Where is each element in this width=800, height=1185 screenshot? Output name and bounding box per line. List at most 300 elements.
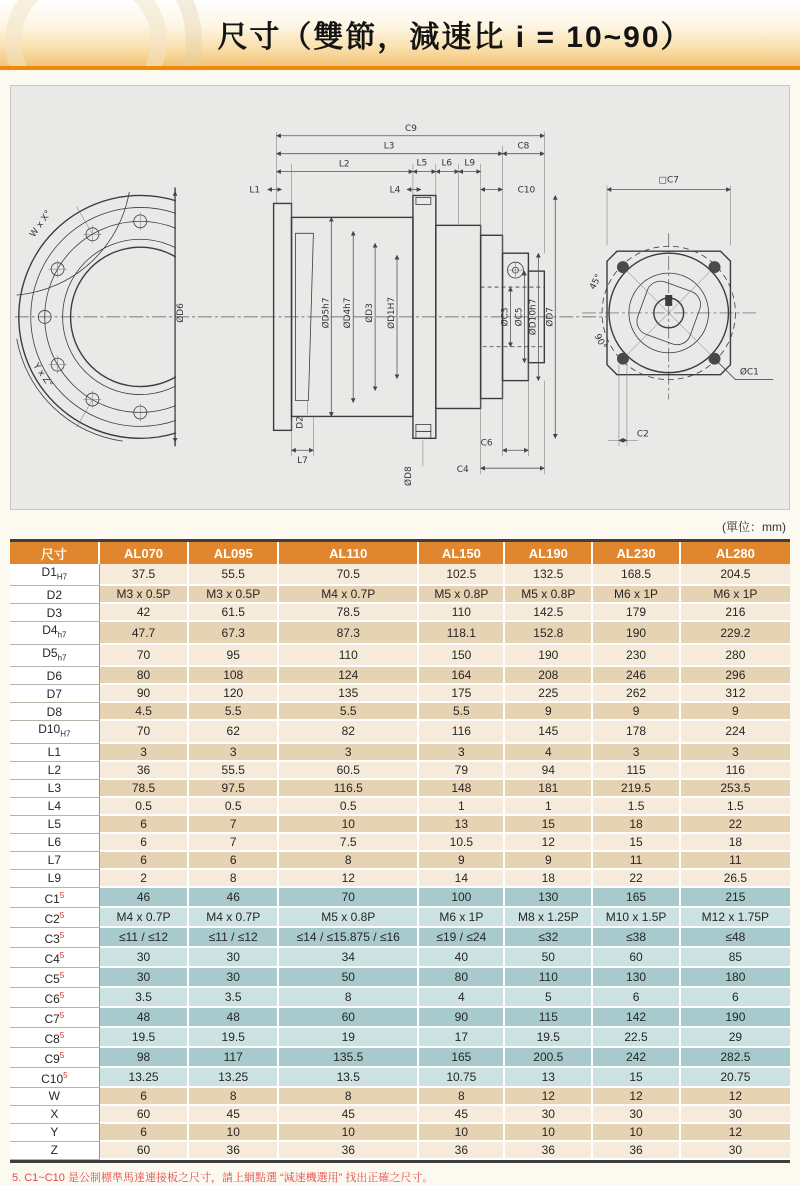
dimension-value: 1.5	[681, 798, 790, 816]
dimension-value: 7.5	[279, 834, 419, 852]
dimension-value: ≤19 / ≤24	[419, 928, 505, 948]
dimension-value: ≤11 / ≤12	[189, 928, 279, 948]
dimension-value: 200.5	[505, 1048, 593, 1068]
dimension-value: 3	[593, 744, 680, 762]
dimension-value: 12	[505, 834, 593, 852]
dimension-value: 60	[593, 948, 680, 968]
dimension-value: 3	[100, 744, 190, 762]
drawing-label: D2	[295, 416, 306, 429]
dimension-value: 60	[279, 1008, 419, 1028]
table-row	[10, 604, 790, 622]
dimension-value: 30	[189, 948, 279, 968]
dimension-value: 12	[593, 1088, 680, 1106]
dimension-value: 18	[505, 870, 593, 888]
drawing-label: C6	[480, 438, 493, 449]
table-row	[10, 1106, 790, 1124]
dimension-value: 132.5	[505, 564, 593, 586]
dimension-value: 9	[419, 852, 505, 870]
dimension-value: 8	[279, 988, 419, 1008]
dimension-value: 30	[505, 1106, 593, 1124]
dimension-value: 12	[279, 870, 419, 888]
dimension-value: 9	[505, 852, 593, 870]
dimension-value: 120	[189, 685, 279, 703]
table-row	[10, 888, 790, 908]
dimension-value: 145	[505, 721, 593, 743]
dimension-value: 15	[505, 816, 593, 834]
dimension-value: 42	[100, 604, 190, 622]
dimension-value: 50	[279, 968, 419, 988]
table-row	[10, 1088, 790, 1106]
row-label: $C7^5$	[10, 1008, 100, 1028]
dimension-value: 5.5	[279, 703, 419, 721]
drawing-label: ØD3	[365, 303, 376, 323]
dimension-value: 45	[419, 1106, 505, 1124]
dimension-value: 1.5	[593, 798, 680, 816]
row-label: D2	[10, 586, 100, 604]
dimension-value: 12	[681, 1088, 790, 1106]
column-header: 尺寸	[10, 542, 100, 564]
dimension-value: 61.5	[189, 604, 279, 622]
dimension-value: 116	[419, 721, 505, 743]
units-note: (單位：mm)	[722, 520, 786, 534]
drawing-label: Y x Z°	[30, 361, 55, 390]
dimension-value: 90	[100, 685, 190, 703]
dimension-value: 94	[505, 762, 593, 780]
drawing-label: L9	[464, 158, 476, 169]
drawing-label: L5	[416, 158, 428, 169]
dimension-value: 60.5	[279, 762, 419, 780]
row-label: X	[10, 1106, 100, 1124]
dimension-value: M3 x 0.5P	[100, 586, 190, 604]
dimension-value: 8	[189, 870, 279, 888]
dimension-value: 242	[593, 1048, 680, 1068]
dimension-value: 14	[419, 870, 505, 888]
dimension-value: 6	[100, 816, 190, 834]
dimension-value: 190	[681, 1008, 790, 1028]
row-label: Y	[10, 1124, 100, 1142]
dimension-value: 5.5	[189, 703, 279, 721]
row-label: $D10_{H7}$	[10, 721, 100, 743]
dimension-value: 29	[681, 1028, 790, 1048]
dimension-value: 1	[505, 798, 593, 816]
dimension-value: 3	[681, 744, 790, 762]
drawing-label: 45°	[588, 272, 605, 292]
dimension-value: 9	[681, 703, 790, 721]
dimension-value: 110	[505, 968, 593, 988]
drawing-label: ØD4h7	[343, 297, 354, 329]
dimension-value: 22	[593, 870, 680, 888]
row-label: $C1^5$	[10, 888, 100, 908]
page-title: 尺寸（雙節，減速比 i = 10~90）	[217, 21, 693, 54]
table-row	[10, 908, 790, 928]
gearbox-section-view	[262, 132, 606, 474]
dimension-value: 118.1	[419, 622, 505, 644]
dimension-value: 55.5	[189, 564, 279, 586]
dimension-value: 6	[189, 852, 279, 870]
table-row	[10, 816, 790, 834]
dimension-value: 78.5	[279, 604, 419, 622]
dimension-value: 22	[681, 816, 790, 834]
dimension-value: M8 x 1.25P	[505, 908, 593, 928]
dimension-value: 100	[419, 888, 505, 908]
drawing-label: C4	[456, 465, 469, 476]
dimension-value: 13	[505, 1068, 593, 1088]
row-label: D8	[10, 703, 100, 721]
dimension-value: 152.8	[505, 622, 593, 644]
row-label: $C5^5$	[10, 968, 100, 988]
dimension-value: 36	[593, 1142, 680, 1160]
table-row	[10, 1008, 790, 1028]
dimension-value: 165	[593, 888, 680, 908]
output-flange-front-view	[15, 188, 262, 447]
drawing-label: ØC5	[514, 307, 525, 327]
dimension-value: 0.5	[100, 798, 190, 816]
dimension-value: 3.5	[189, 988, 279, 1008]
dimension-value: 10	[593, 1124, 680, 1142]
table-row	[10, 762, 790, 780]
dimension-value: 97.5	[189, 780, 279, 798]
dimension-value: M5 x 0.8P	[505, 586, 593, 604]
dimension-value: 62	[189, 721, 279, 743]
drawing-label: ØC3	[500, 307, 511, 327]
drawing-label: L6	[441, 158, 453, 169]
dimension-value: M10 x 1.5P	[593, 908, 680, 928]
dimension-value: 116	[681, 762, 790, 780]
drawing-label: ØD5h7	[321, 297, 332, 329]
dimension-value: 95	[189, 645, 279, 667]
dimensions-table	[10, 539, 790, 1163]
dimension-value: 85	[681, 948, 790, 968]
dimension-value: 135.5	[279, 1048, 419, 1068]
dimension-value: 11	[593, 852, 680, 870]
dimension-value: 80	[100, 667, 190, 685]
dimension-value: 70	[100, 721, 190, 743]
drawing-label: 90°	[591, 332, 608, 352]
motor-flange-front-view	[582, 186, 773, 447]
dimension-value: 60	[100, 1106, 190, 1124]
drawing-label: L7	[297, 456, 308, 467]
dimension-value: 3	[419, 744, 505, 762]
drawing-label: C2	[636, 429, 649, 440]
table-row	[10, 1124, 790, 1142]
dimension-value: 10.75	[419, 1068, 505, 1088]
dimension-value: 312	[681, 685, 790, 703]
row-label: L5	[10, 816, 100, 834]
dimension-value: 18	[681, 834, 790, 852]
drawing-label: ØD8	[403, 466, 414, 486]
dimension-value: 3	[279, 744, 419, 762]
dimension-value: 10	[279, 816, 419, 834]
dimension-value: 67.3	[189, 622, 279, 644]
dimension-value: 19	[279, 1028, 419, 1048]
table-row	[10, 586, 790, 604]
dimension-value: 148	[419, 780, 505, 798]
table-row	[10, 667, 790, 685]
dimension-value: 47.7	[100, 622, 190, 644]
column-header: AL070	[100, 542, 190, 564]
row-label: L1	[10, 744, 100, 762]
dimension-value: 8	[279, 1088, 419, 1106]
column-header: AL110	[279, 542, 419, 564]
drawing-label: □C7	[658, 175, 679, 186]
row-label: L3	[10, 780, 100, 798]
row-label: $D1_{H7}$	[10, 564, 100, 586]
dimension-value: 0.5	[279, 798, 419, 816]
dimension-value: 179	[593, 604, 680, 622]
dimension-value: 48	[189, 1008, 279, 1028]
dimension-value: 215	[681, 888, 790, 908]
dimension-value: M6 x 1P	[419, 908, 505, 928]
dimension-value: 34	[279, 948, 419, 968]
dimension-value: 70	[100, 645, 190, 667]
row-label: $C4^5$	[10, 948, 100, 968]
row-label: $D4_{h7}$	[10, 622, 100, 644]
dimension-value: 26.5	[681, 870, 790, 888]
row-label: D3	[10, 604, 100, 622]
dimension-value: 115	[593, 762, 680, 780]
dimension-value: 110	[279, 645, 419, 667]
dimension-value: 190	[593, 622, 680, 644]
dimension-value: 225	[505, 685, 593, 703]
dimension-value: 30	[681, 1142, 790, 1160]
dimension-value: 40	[419, 948, 505, 968]
dimension-value: 6	[100, 1088, 190, 1106]
dimension-value: 13.5	[279, 1068, 419, 1088]
dimension-value: 108	[189, 667, 279, 685]
dimension-value: 224	[681, 721, 790, 743]
dimension-value: 19.5	[505, 1028, 593, 1048]
dimension-value: 8	[419, 1088, 505, 1106]
drawing-label: ØD6	[176, 303, 187, 323]
dimension-value: 11	[681, 852, 790, 870]
dimension-value: 246	[593, 667, 680, 685]
dimension-value: 10	[279, 1124, 419, 1142]
dimension-value: 30	[189, 968, 279, 988]
drawing-label: L2	[338, 159, 350, 170]
dimension-value: 4.5	[100, 703, 190, 721]
table-row	[10, 721, 790, 743]
table-row	[10, 622, 790, 644]
table-row	[10, 1142, 790, 1160]
column-header: AL230	[593, 542, 680, 564]
dimension-value: 10	[189, 1124, 279, 1142]
dimension-value: 22.5	[593, 1028, 680, 1048]
dimension-value: M5 x 0.8P	[419, 586, 505, 604]
dimension-value: 181	[505, 780, 593, 798]
dimension-value: 90	[419, 1008, 505, 1028]
table-row	[10, 870, 790, 888]
dimension-value: 262	[593, 685, 680, 703]
dimension-value: 36	[100, 762, 190, 780]
page-header	[0, 0, 800, 66]
dimension-value: 19.5	[189, 1028, 279, 1048]
dimension-value: 296	[681, 667, 790, 685]
dimension-value: 102.5	[419, 564, 505, 586]
dimension-value: 175	[419, 685, 505, 703]
table-row	[10, 1068, 790, 1088]
dimension-value: 45	[279, 1106, 419, 1124]
row-label: L7	[10, 852, 100, 870]
drawing-label: ØC1	[739, 367, 759, 378]
drawing-dimension-labels	[28, 124, 759, 486]
dimension-value: 282.5	[681, 1048, 790, 1068]
dimension-value: 82	[279, 721, 419, 743]
table-row	[10, 798, 790, 816]
technical-drawing-panel	[10, 85, 790, 510]
dimension-value: M5 x 0.8P	[279, 908, 419, 928]
dimension-value: 164	[419, 667, 505, 685]
dimension-value: 55.5	[189, 762, 279, 780]
dimension-value: 15	[593, 834, 680, 852]
column-header: AL150	[419, 542, 505, 564]
dimension-value: ≤11 / ≤12	[100, 928, 190, 948]
keyway-slot	[665, 295, 672, 306]
dimension-value: 6	[593, 988, 680, 1008]
dimension-table-body	[10, 564, 790, 1160]
dimension-value: 229.2	[681, 622, 790, 644]
dimension-value: 10.5	[419, 834, 505, 852]
dimension-value: 230	[593, 645, 680, 667]
dimension-value: 48	[100, 1008, 190, 1028]
dimension-value: 18	[593, 816, 680, 834]
dimension-value: 3	[189, 744, 279, 762]
drawing-label: L1	[249, 185, 261, 196]
dimension-value: 204.5	[681, 564, 790, 586]
table-row	[10, 645, 790, 667]
dimension-value: 98	[100, 1048, 190, 1068]
drawing-label: W x X°	[28, 208, 54, 240]
dimension-value: 70.5	[279, 564, 419, 586]
dimension-value: 70	[279, 888, 419, 908]
dimension-value: 36	[189, 1142, 279, 1160]
dimension-value: 3.5	[100, 988, 190, 1008]
dimension-value: M4 x 0.7P	[189, 908, 279, 928]
drawing-label: ØD10h7	[528, 298, 539, 336]
row-label: $D5_{h7}$	[10, 645, 100, 667]
dimension-value: 1	[419, 798, 505, 816]
dimension-value: 36	[419, 1142, 505, 1160]
row-label: $C10^5$	[10, 1068, 100, 1088]
row-label: D6	[10, 667, 100, 685]
row-label: $C9^5$	[10, 1048, 100, 1068]
dimension-value: 78.5	[100, 780, 190, 798]
dimension-value: 12	[505, 1088, 593, 1106]
dimension-value: 168.5	[593, 564, 680, 586]
dimension-value: 7	[189, 816, 279, 834]
dimension-value: 135	[279, 685, 419, 703]
column-header: AL095	[189, 542, 279, 564]
dimension-value: 180	[681, 968, 790, 988]
table-row	[10, 685, 790, 703]
dimension-value: 30	[593, 1106, 680, 1124]
dimension-value: 178	[593, 721, 680, 743]
dimension-value: 124	[279, 667, 419, 685]
dimension-value: 17	[419, 1028, 505, 1048]
row-label: L9	[10, 870, 100, 888]
dimension-value: 8	[279, 852, 419, 870]
dimension-value: 6	[681, 988, 790, 1008]
drawing-label: ØD7	[545, 307, 556, 327]
dimension-value: 36	[505, 1142, 593, 1160]
row-label: Z	[10, 1142, 100, 1160]
dimension-value: 87.3	[279, 622, 419, 644]
dimension-value: M4 x 0.7P	[100, 908, 190, 928]
dimension-value: 4	[505, 744, 593, 762]
dimension-value: 30	[681, 1106, 790, 1124]
row-label: L2	[10, 762, 100, 780]
dimension-value: ≤14 / ≤15.875 / ≤16	[279, 928, 419, 948]
row-label: L6	[10, 834, 100, 852]
table-row	[10, 1048, 790, 1068]
row-label: $C3^5$	[10, 928, 100, 948]
dimension-value: 4	[419, 988, 505, 1008]
dimension-value: M3 x 0.5P	[189, 586, 279, 604]
table-row	[10, 744, 790, 762]
drawing-label: L4	[389, 185, 401, 196]
dimension-value: ≤32	[505, 928, 593, 948]
table-row	[10, 1028, 790, 1048]
dimension-value: 115	[505, 1008, 593, 1028]
table-row	[10, 968, 790, 988]
dimension-value: 142	[593, 1008, 680, 1028]
drawing-label: C8	[517, 141, 530, 152]
drawing-label: C9	[404, 123, 417, 134]
table-header-row	[10, 542, 790, 564]
dimension-value: 13.25	[100, 1068, 190, 1088]
table-row	[10, 703, 790, 721]
row-label: $C6^5$	[10, 988, 100, 1008]
dimension-value: ≤38	[593, 928, 680, 948]
row-label: L4	[10, 798, 100, 816]
dimension-value: 142.5	[505, 604, 593, 622]
dimension-value: 30	[100, 948, 190, 968]
dimension-value: 6	[100, 834, 190, 852]
dimension-value: 20.75	[681, 1068, 790, 1088]
dimension-value: 253.5	[681, 780, 790, 798]
column-header: AL190	[505, 542, 593, 564]
dimension-value: M4 x 0.7P	[279, 586, 419, 604]
dimension-value: 0.5	[189, 798, 279, 816]
drawing-label: ØD1H7	[387, 296, 398, 329]
row-label: $C2^5$	[10, 908, 100, 928]
dimension-value: 116.5	[279, 780, 419, 798]
table-row	[10, 948, 790, 968]
table-row	[10, 780, 790, 798]
dimension-value: 150	[419, 645, 505, 667]
dimension-value: 5.5	[419, 703, 505, 721]
dimensions-table-section	[10, 539, 790, 1163]
row-label: D7	[10, 685, 100, 703]
dimension-value: 117	[189, 1048, 279, 1068]
drawing-label: C10	[517, 185, 536, 196]
drawing-label: L3	[383, 141, 395, 152]
dimension-value: 37.5	[100, 564, 190, 586]
dimension-value: 9	[505, 703, 593, 721]
dimension-value: 46	[189, 888, 279, 908]
dimension-value: 36	[279, 1142, 419, 1160]
dimension-value: 6	[100, 852, 190, 870]
header-divider	[0, 66, 800, 70]
dimension-value: 2	[100, 870, 190, 888]
table-row	[10, 852, 790, 870]
row-label: W	[10, 1088, 100, 1106]
dimension-value: 7	[189, 834, 279, 852]
technical-drawing	[11, 86, 791, 509]
dimension-value: 80	[419, 968, 505, 988]
dimension-value: M12 x 1.75P	[681, 908, 790, 928]
dimension-value: M6 x 1P	[593, 586, 680, 604]
dimension-value: 19.5	[100, 1028, 190, 1048]
